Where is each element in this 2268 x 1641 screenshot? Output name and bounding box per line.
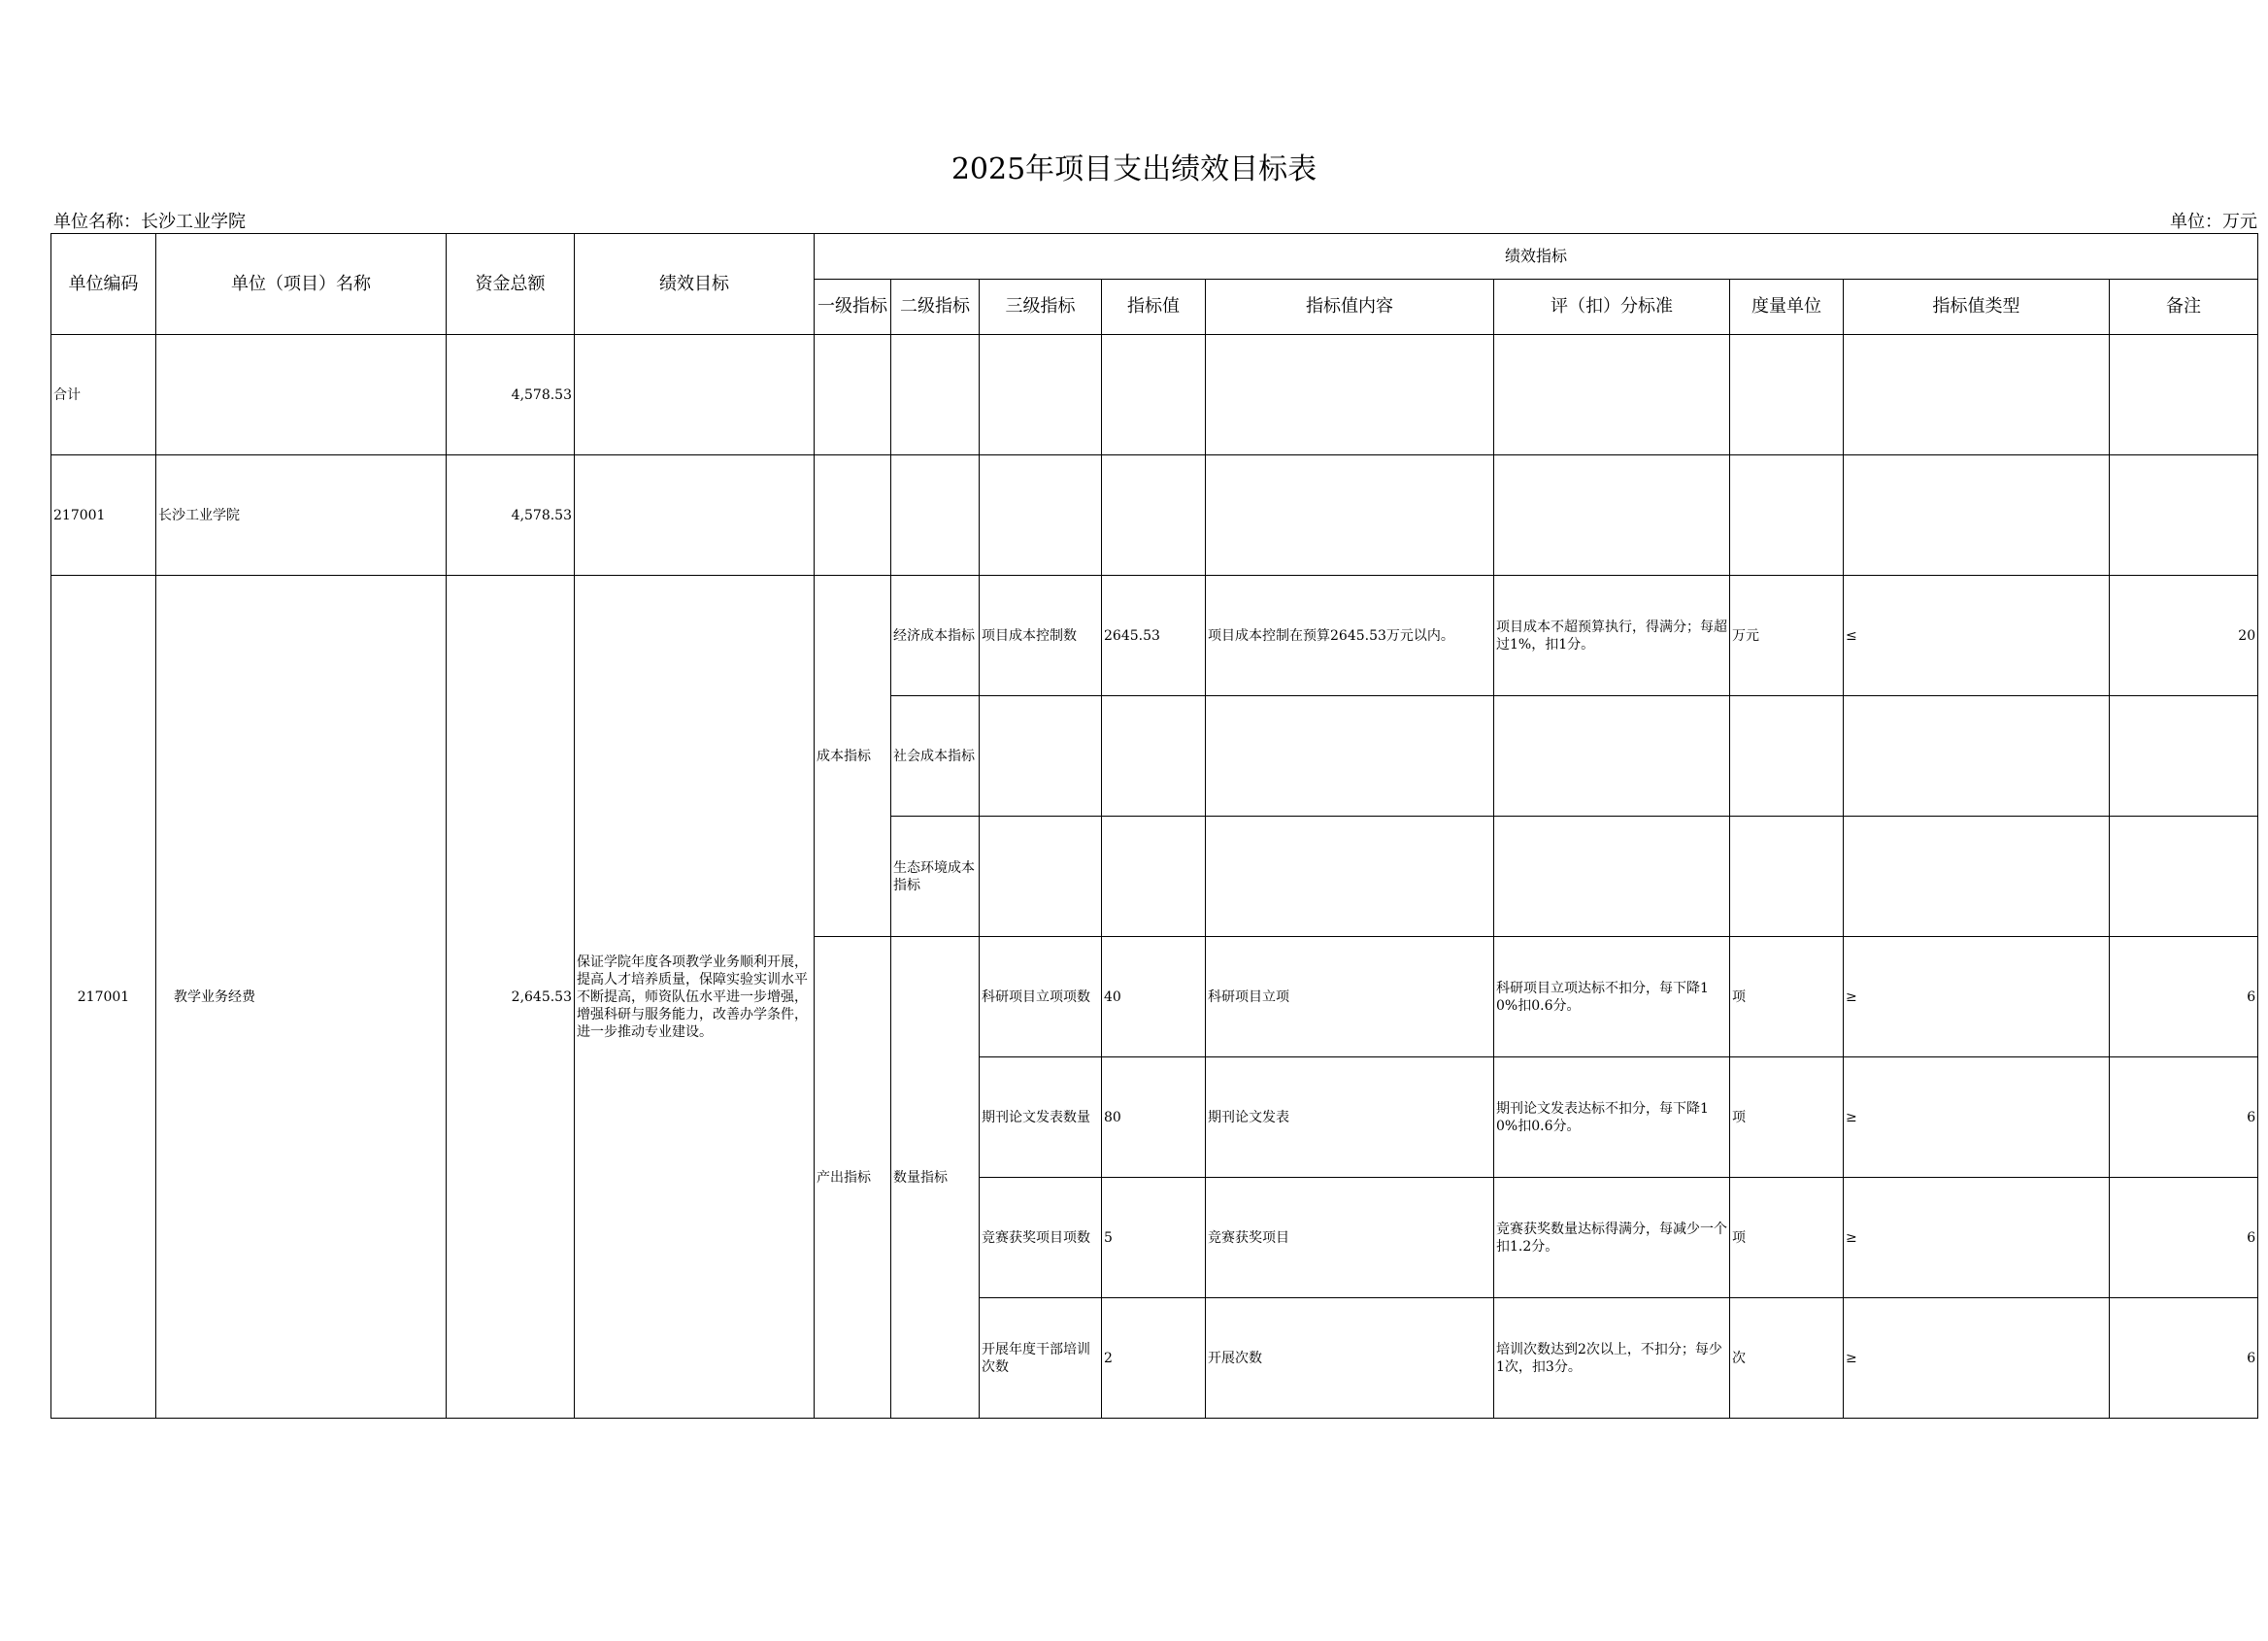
cell-content: 期刊论文发表: [1206, 1057, 1494, 1178]
cell-content: [1206, 696, 1494, 817]
cell-measure: 项: [1730, 1057, 1844, 1178]
header-level2: 二级指标: [891, 280, 980, 335]
cell-measure: [1730, 817, 1844, 937]
cell-level3: 期刊论文发表数量: [980, 1057, 1102, 1178]
cell-level3: 竞赛获奖项目项数: [980, 1178, 1102, 1298]
header-level1: 一级指标: [815, 280, 891, 335]
header-row-1: [51, 234, 2258, 280]
cell-scoring: 期刊论文发表达标不扣分，每下降10%扣0.6分。: [1494, 1057, 1730, 1178]
cell-measure: 万元: [1730, 576, 1844, 696]
cell-measure: 项: [1730, 1178, 1844, 1298]
cell-remark: [2110, 817, 2258, 937]
cell-scoring: 培训次数达到2次以上，不扣分；每少1次，扣3分。: [1494, 1298, 1730, 1419]
header-level3: 三级指标: [980, 280, 1102, 335]
cell-level3: [980, 696, 1102, 817]
table-row-total: [51, 335, 2258, 455]
cell-value: 2645.53: [1102, 576, 1206, 696]
cell-remark: 6: [2110, 1057, 2258, 1178]
cell-value: [1102, 696, 1206, 817]
header-code: 单位编码: [51, 234, 156, 335]
header-name: 单位（项目）名称: [156, 234, 447, 335]
cell-code: 217001: [51, 455, 156, 576]
header-content: 指标值内容: [1206, 280, 1494, 335]
cell-name: [156, 335, 447, 455]
cell-content: 科研项目立项: [1206, 937, 1494, 1057]
cell-level3: 开展年度干部培训次数: [980, 1298, 1102, 1419]
cell-type: ≤: [1844, 576, 2110, 696]
table-row-unit: [51, 455, 2258, 576]
cell-total: 4,578.53: [447, 455, 575, 576]
cell-content: 项目成本控制在预算2645.53万元以内。: [1206, 576, 1494, 696]
cell-level1-output: 产出指标: [815, 937, 891, 1419]
cell-content: [1206, 817, 1494, 937]
header-total: 资金总额: [447, 234, 575, 335]
cell-value: 40: [1102, 937, 1206, 1057]
cell-type: ≥: [1844, 1298, 2110, 1419]
cell-type: ≥: [1844, 1178, 2110, 1298]
cell-value: 5: [1102, 1178, 1206, 1298]
cell-content: 竞赛获奖项目: [1206, 1178, 1494, 1298]
header-value: 指标值: [1102, 280, 1206, 335]
cell-content: 开展次数: [1206, 1298, 1494, 1419]
cell-project-goal: 保证学院年度各项教学业务顺利开展，提高人才培养质量，保障实验实训水平不断提高，师资队伍水平进一步增强，增强科研与服务能力，改善办学条件，进一步推动专业建设。: [575, 576, 815, 1419]
cell-measure: [1730, 696, 1844, 817]
header-indicators: 绩效指标: [815, 234, 2258, 280]
cell-project-name: 教学业务经费: [156, 576, 447, 1419]
cell-level3: 项目成本控制数: [980, 576, 1102, 696]
cell-level1-cost: 成本指标: [815, 576, 891, 937]
performance-table: [50, 233, 2258, 1419]
cell-remark: 6: [2110, 1298, 2258, 1419]
cell-level2: 经济成本指标: [891, 576, 980, 696]
cell-level3: 科研项目立项项数: [980, 937, 1102, 1057]
page-title: 2025年项目支出绩效目标表: [951, 152, 1317, 186]
cell-measure: 次: [1730, 1298, 1844, 1419]
cell-remark: 20: [2110, 576, 2258, 696]
header-measure: 度量单位: [1730, 280, 1844, 335]
cell-level3: [980, 817, 1102, 937]
cell-value: 80: [1102, 1057, 1206, 1178]
cell-goal: [575, 335, 815, 455]
cell-goal: [575, 455, 815, 576]
cell-scoring: [1494, 696, 1730, 817]
cell-total: 4,578.53: [447, 335, 575, 455]
cell-level2: 生态环境成本指标: [891, 817, 980, 937]
cell-value: 2: [1102, 1298, 1206, 1419]
cell-type: [1844, 817, 2110, 937]
cell-project-total: 2,645.53: [447, 576, 575, 1419]
table-row-indicator: [51, 576, 2258, 696]
cell-remark: [2110, 696, 2258, 817]
cell-remark: 6: [2110, 1178, 2258, 1298]
cell-project-code: 217001: [51, 576, 156, 1419]
cell-name: 长沙工业学院: [156, 455, 447, 576]
cell-measure: 项: [1730, 937, 1844, 1057]
header-scoring: 评（扣）分标准: [1494, 280, 1730, 335]
cell-scoring: 竞赛获奖数量达标得满分，每减少一个扣1.2分。: [1494, 1178, 1730, 1298]
header-remark: 备注: [2110, 280, 2258, 335]
header-type: 指标值类型: [1844, 280, 2110, 335]
cell-level2: 社会成本指标: [891, 696, 980, 817]
header-goal: 绩效目标: [575, 234, 815, 335]
cell-scoring: 项目成本不超预算执行，得满分；每超过1%，扣1分。: [1494, 576, 1730, 696]
cell-value: [1102, 817, 1206, 937]
cell-type: [1844, 696, 2110, 817]
cell-scoring: [1494, 817, 1730, 937]
cell-code: 合计: [51, 335, 156, 455]
cell-scoring: 科研项目立项达标不扣分，每下降10%扣0.6分。: [1494, 937, 1730, 1057]
cell-type: ≥: [1844, 937, 2110, 1057]
cell-level2-quantity: 数量指标: [891, 937, 980, 1419]
cell-remark: 6: [2110, 937, 2258, 1057]
cell-type: ≥: [1844, 1057, 2110, 1178]
currency-unit-label: 单位：万元: [2170, 212, 2257, 232]
unit-name: 单位名称：长沙工业学院: [53, 212, 246, 232]
